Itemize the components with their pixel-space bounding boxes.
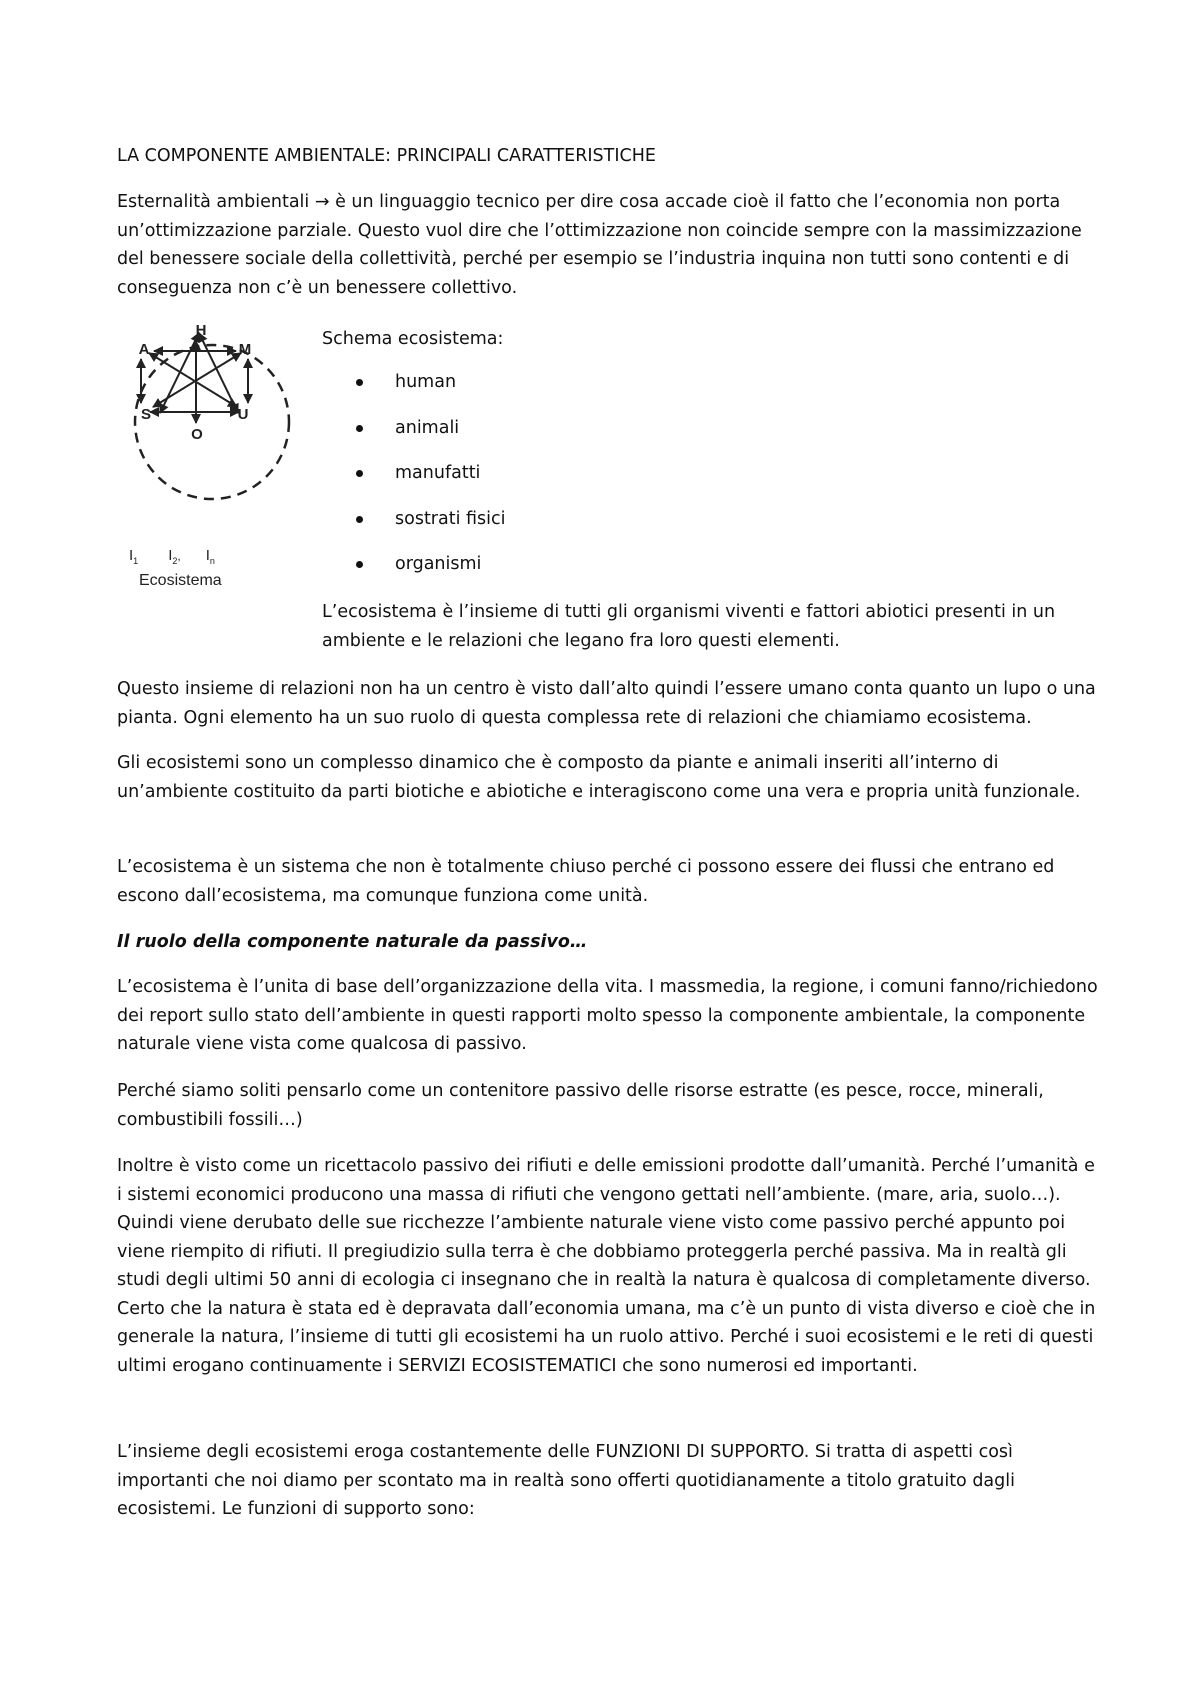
schema-list bbox=[322, 368, 506, 596]
bullet-icon bbox=[356, 561, 363, 568]
section-subheading: Il ruolo della componente naturale da passivo… bbox=[117, 932, 588, 952]
bullet-icon bbox=[356, 379, 363, 386]
node-organismi: O bbox=[191, 426, 203, 443]
list-item: sostrati fisici bbox=[322, 505, 506, 551]
ecosystem-boundary-circle bbox=[135, 345, 289, 499]
list-item: human bbox=[322, 368, 506, 414]
ecosystem-diagram bbox=[117, 325, 317, 645]
paragraph-contenitore-passivo: Perché siamo soliti pensarlo come un contenitore passivo delle risorse estratte (es pesce, rocce, minerali, combustibili fossili…) bbox=[117, 1081, 1044, 1130]
paragraph-sistema-aperto: L’ecosistema è un sistema che non è totalmente chiuso perché ci possono essere dei flussi che entrano ed escono dall’ecosistema, ma comunque funziona come unità. bbox=[117, 857, 1055, 906]
list-item: manufatti bbox=[322, 459, 506, 505]
document-title: LA COMPONENTE AMBIENTALE: PRINCIPALI CARATTERISTICHE bbox=[117, 146, 656, 166]
bullet-icon bbox=[356, 516, 363, 523]
link-a-u bbox=[149, 353, 237, 407]
diagram-indices: $I_1$ $I_2^,$ $I_n$ bbox=[129, 547, 215, 566]
link-h-u bbox=[199, 333, 238, 413]
node-animali: A bbox=[138, 341, 150, 358]
paragraph-unita-di-base: L’ecosistema è l’unita di base dell’organizzazione della vita. I massmedia, la regione, i comuni fanno/richiedono dei report sullo stato dell’ambiente in questi rapporti molto spesso la componente ambientale, la componente naturale viene vista come qualcosa di passivo. bbox=[117, 977, 1098, 1054]
paragraph-funzioni-supporto: L’insieme degli ecosistemi eroga costantemente delle FUNZIONI DI SUPPORTO. Si tratta di aspetti così importanti che noi diamo per scontato ma in realtà sono offerti quotidianamente a titolo gratuito dagli ecosistemi. Le funzioni di supporto sono: bbox=[117, 1442, 1015, 1519]
paragraph-ricettacolo-passivo: Inoltre è visto come un ricettacolo passivo dei rifiuti e delle emissioni prodotte dall’umanità. Perché l’umanità e i sistemi economici producono una massa di rifiuti che vengono gettati nell’ambiente. (mare, aria, suolo…). Quindi viene derubato delle sue ricchezze l’ambiente naturale viene visto come passivo perché appunto poi viene riempito di rifiuti. Il pregiudizio sulla terra è che dobbiamo proteggerla perché passiva. Ma in realtà gli studi degli ultimi 50 anni di ecologia ci insegnano che in realtà la natura è qualcosa di completamente diverso. Certo che la natura è stata ed è depravata dall’economia umana, ma c’è un punto di vista diverso e cioè che in generale la natura, l’insieme di tutti gli ecosistemi ha un ruolo attivo. Perché i suoi ecosistemi e le reti di questi ultimi erogano continuamente i SERVIZI ECOSISTEMATICI che sono numerosi ed importanti. bbox=[117, 1156, 1096, 1376]
paragraph-esternalita: Esternalità ambientali → è un linguaggio tecnico per dire cosa accade cioè il fatto che l’economia non porta un’ottimizzazione parziale. Questo vuol dire che l’ottimizzazione non coincide sempre con la massimizzazione del benessere sociale della collettività, perché per esempio se l’industria inquina non tutti sono contenti e di conseguenza non c’è un benessere collettivo. bbox=[117, 192, 1082, 298]
diagram-caption: Ecosistema bbox=[139, 572, 222, 589]
paragraph-ecosistemi-dinamici: Gli ecosistemi sono un complesso dinamico che è composto da piante e animali inseriti all’interno di un’ambiente costituito da parti biotiche e abiotiche e interagiscono come una vera e propria unità funzionale. bbox=[117, 753, 1081, 802]
bullet-icon bbox=[356, 425, 363, 432]
bullet-icon bbox=[356, 470, 363, 477]
link-h-s bbox=[160, 333, 199, 413]
node-u: U bbox=[237, 406, 249, 423]
schema-heading: Schema ecosistema: bbox=[322, 329, 504, 349]
list-item: organismi bbox=[322, 550, 506, 596]
paragraph-ecosystem-definition: L’ecosistema è l’insieme di tutti gli organismi viventi e fattori abiotici presenti in un ambiente e le relazioni che legano fra loro questi elementi. bbox=[322, 602, 1056, 651]
node-sostrati: S bbox=[140, 406, 152, 423]
node-human: H bbox=[195, 325, 207, 339]
list-item: animali bbox=[322, 414, 506, 460]
paragraph-relazioni: Questo insieme di relazioni non ha un centro è visto dall’alto quindi l’essere umano conta quanto un lupo o una pianta. Ogni elemento ha un suo ruolo di questa complessa rete di relazioni che chiamiamo ecosistema. bbox=[117, 679, 1096, 728]
node-manufatti: M bbox=[238, 341, 252, 358]
